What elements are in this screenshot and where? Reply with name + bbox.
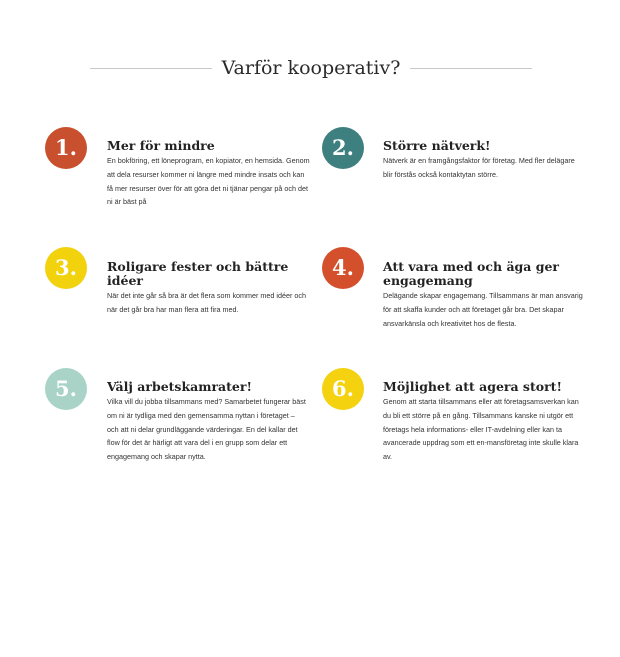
feature-text-1: En bokföring, ett löneprogram, en kopiator, en hemsida. Genom att dela resurser kommer ni längre med mindre insats och kan få mer resurser över för att göra det ni tjänar pengar på och det ni är bäst på [107,156,310,207]
feature-item-2 [383,139,583,182]
feature-text-3: När det inte går så bra är det flera som kommer med idéer och när det går bra har man flera att fira med. [107,291,306,314]
feature-title-1: Mer för mindre [107,138,215,153]
feature-title-3: Roligare fester och bättre idéer [107,259,289,288]
feature-item-4 [383,260,583,330]
feature-title-5: Välj arbetskamrater! [107,379,252,394]
number-badge-2: 2. [322,127,364,169]
feature-title-6: Möjlighet att agera stort! [383,379,562,394]
header-divider-right [410,68,532,69]
feature-item-1 [107,139,312,209]
header-divider-left [90,68,212,69]
feature-text-2: Nätverk är en framgångsfaktor för företag. Med fler delägare blir förstås också kontaktytan större. [383,156,575,179]
feature-text-4: Delägande skapar engagemang. Tillsammans är man ansvarig för att skaffa kunder och att företaget går bra. Det skapar ansvarkänsla och kreativitet hos de flesta. [383,291,583,328]
feature-title-2: Större nätverk! [383,138,491,153]
section-header [0,56,620,84]
number-badge-4: 4. [322,247,364,289]
number-badge-6: 6. [322,368,364,410]
feature-item-3 [107,260,312,317]
number-badge-3: 3. [45,247,87,289]
feature-item-6 [383,380,588,464]
number-badge-1: 1. [45,127,87,169]
feature-title-4: Att vara med och äga ger engagemang [383,259,560,288]
feature-text-6: Genom att starta tillsammans eller att företagsamsverkan kan du bli ett större på en gång. Tillsammans kanske ni utgör ett företags hela informations- eller IT-avdelning eller kan ta avancerade uppdrag som ett en-mansföretag inte skulle klara av. [383,397,579,462]
page-title: Varför kooperativ? [221,57,401,79]
number-badge-5: 5. [45,368,87,410]
feature-item-5 [107,380,307,464]
feature-text-5: Vilka vill du jobba tillsammans med? Samarbetet fungerar bäst om ni är tydliga med den gemensamma nyttan i företaget – och att ni delar grundläggande värderingar. En del kallar det flow för det är härligt att vara del i en grupp som delar ett engagemang och skapar nytta. [107,397,306,462]
